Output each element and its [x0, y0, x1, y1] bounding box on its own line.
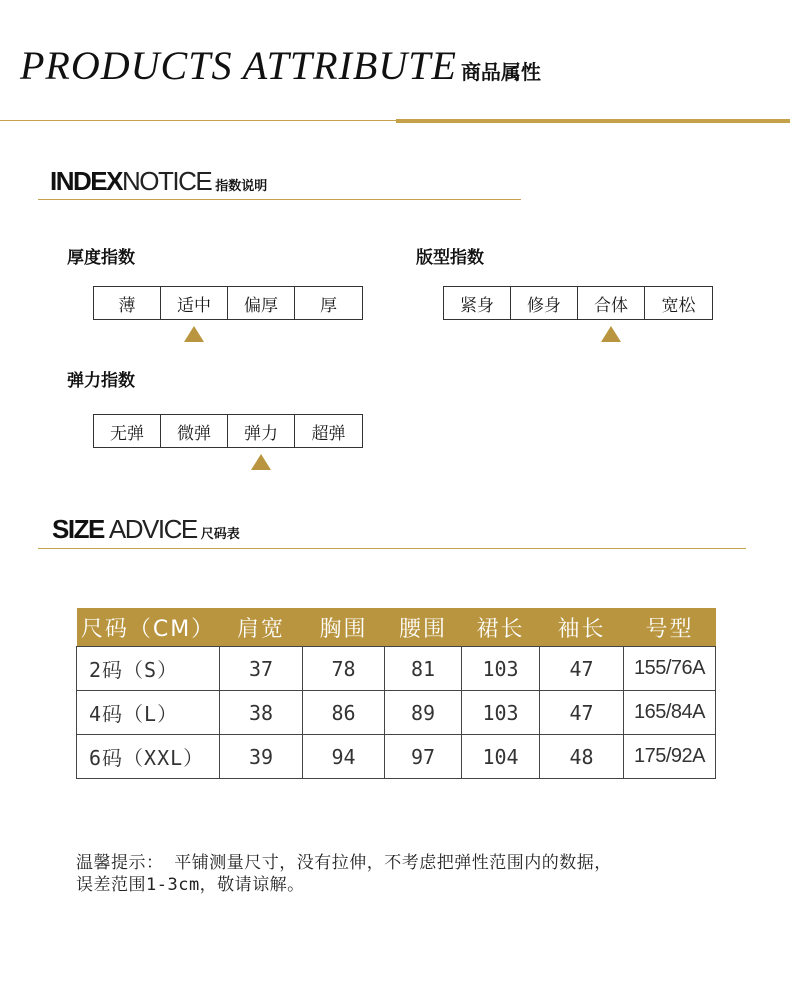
table-cell: 39: [220, 735, 303, 779]
size-table-header: 袖长: [540, 608, 624, 647]
size-note-line-1: 温馨提示： 平铺测量尺寸，没有拉伸，不考虑把弹性范围内的数据，: [76, 853, 612, 873]
size-table-header: 号型: [624, 608, 716, 647]
page-title: [20, 42, 541, 89]
table-cell: 175/92A: [624, 735, 716, 779]
size-table-header: 尺码（CM）: [77, 608, 220, 647]
table-row: [77, 691, 716, 735]
elasticity-option: 微弹: [161, 415, 228, 447]
page-title-en: PRODUCTS ATTRIBUTE: [20, 43, 457, 88]
fit-label: 版型指数: [416, 248, 484, 268]
table-cell: 47: [540, 647, 624, 691]
table-row: [77, 735, 716, 779]
index-notice-title-bold: INDEX: [50, 166, 122, 196]
table-cell: 94: [303, 735, 385, 779]
thickness-label: 厚度指数: [67, 248, 135, 268]
thickness-option: 适中: [161, 287, 228, 319]
elasticity-scale: [93, 414, 363, 448]
fit-option: 紧身: [444, 287, 511, 319]
table-cell: 37: [220, 647, 303, 691]
size-advice-title-cn: 尺码表: [200, 527, 240, 542]
size-table-header: 腰围: [385, 608, 462, 647]
table-cell: 6码（XXL）: [77, 735, 220, 779]
thickness-option: 厚: [320, 295, 337, 316]
thickness-option: 偏厚: [228, 287, 295, 319]
fit-marker-icon: [601, 326, 621, 342]
index-notice-title-cn: 指数说明: [215, 179, 268, 194]
fit-option: 宽松: [661, 295, 696, 316]
fit-scale: [443, 286, 713, 320]
size-table-header: 裙长: [462, 608, 540, 647]
header-divider-thin: [0, 120, 396, 121]
elasticity-label: 弹力指数: [67, 371, 135, 391]
size-table-header-row: [77, 608, 716, 647]
page-title-cn: 商品属性: [460, 60, 541, 84]
size-table: [76, 608, 716, 779]
thickness-scale: [93, 286, 363, 320]
size-table-header: 肩宽: [220, 608, 303, 647]
thickness-marker-icon: [184, 326, 204, 342]
table-cell: 104: [462, 735, 540, 779]
table-cell: 86: [303, 691, 385, 735]
table-cell: 48: [540, 735, 624, 779]
fit-option: 合体: [578, 287, 645, 319]
table-row: [77, 647, 716, 691]
elasticity-option: 超弹: [311, 423, 346, 444]
elasticity-option: 无弹: [94, 415, 161, 447]
table-cell: 97: [385, 735, 462, 779]
table-cell: 2码（S）: [77, 647, 220, 691]
size-note-line-2: 误差范围1-3cm，敬请谅解。: [76, 875, 305, 895]
thickness-option: 薄: [94, 287, 161, 319]
table-cell: 4码（L）: [77, 691, 220, 735]
table-cell: 89: [385, 691, 462, 735]
elasticity-marker-icon: [251, 454, 271, 470]
fit-option: 修身: [511, 287, 578, 319]
size-note: [76, 852, 756, 896]
elasticity-option: 弹力: [228, 415, 295, 447]
table-cell: 78: [303, 647, 385, 691]
size-advice-title-light: ADVICE: [108, 514, 197, 544]
size-advice-title-bold: SIZE: [52, 514, 104, 544]
table-cell: 47: [540, 691, 624, 735]
size-advice-divider: [38, 548, 746, 549]
table-cell: 155/76A: [624, 647, 716, 691]
table-cell: 103: [462, 647, 540, 691]
table-cell: 81: [385, 647, 462, 691]
index-notice-divider: [38, 199, 521, 200]
header-divider-thick: [396, 119, 790, 123]
size-table-header: 胸围: [303, 608, 385, 647]
table-cell: 38: [220, 691, 303, 735]
size-advice-title: [52, 514, 240, 545]
table-cell: 103: [462, 691, 540, 735]
index-notice-title: [50, 166, 267, 197]
table-cell: 165/84A: [624, 691, 716, 735]
index-notice-title-light: NOTICE: [121, 166, 212, 196]
